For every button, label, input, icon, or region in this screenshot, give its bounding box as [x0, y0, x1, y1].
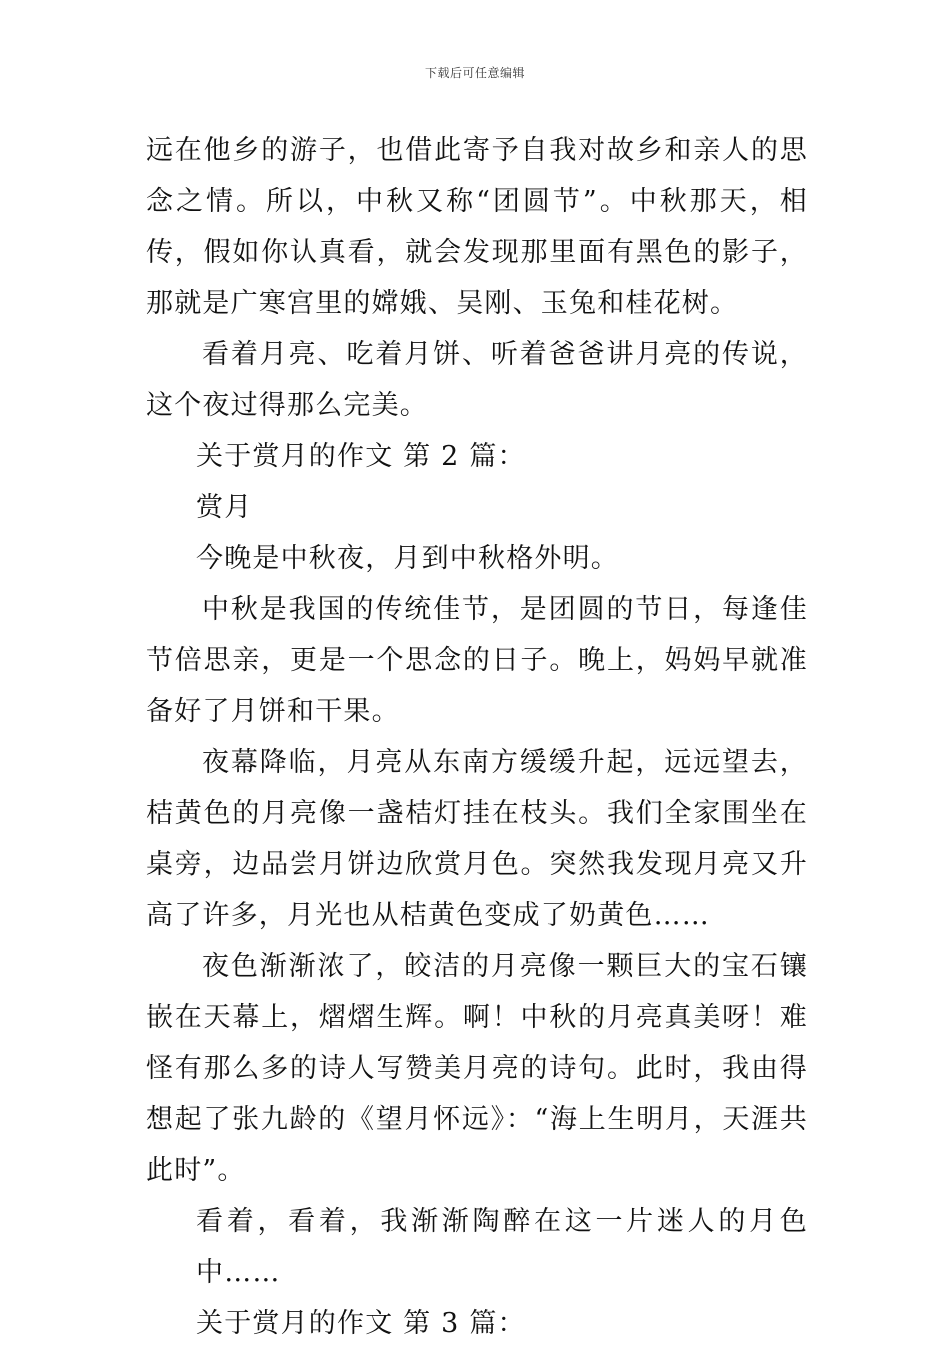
paragraph-opening: 今晚是中秋夜，月到中秋格外明。 [196, 543, 619, 574]
section-heading-part-3: 关于赏月的作文 第 3 篇： [196, 1308, 526, 1339]
paragraph-closing: 看着，看着，我渐渐陶醉在这一片迷人的月色中…… [196, 1206, 808, 1288]
paragraph-night-deepens: 夜色渐渐浓了，皎洁的月亮像一颗巨大的宝石镶嵌在天幕上，熠熠生辉。啊！中秋的月亮真美呀！难怪有那么多的诗人写赞美月亮的诗句。此时，我由得想起了张九龄的《望月怀远》：“海上生明月，天涯共此时”。 [146, 951, 808, 1186]
paragraph-moon-legend: 看着月亮、吃着月饼、听着爸爸讲月亮的传说，这个夜过得那么完美。 [146, 339, 808, 421]
paragraph-nightfall: 夜幕降临，月亮从东南方缓缓升起，远远望去，桔黄色的月亮像一盏桔灯挂在枝头。我们全家围坐在桌旁，边品尝月饼边欣赏月色。突然我发现月亮又升高了许多，月光也从桔黄色变成了奶黄色…… [146, 747, 808, 931]
paragraph-continuation: 远在他乡的游子，也借此寄予自我对故乡和亲人的思念之情。所以，中秋又称“团圆节”。中秋那天，相传，假如你认真看，就会发现那里面有黑色的影子，那就是广寒宫里的嫦娥、吴刚、玉兔和桂花树。 [146, 135, 808, 319]
page-header: 下载后可任意编辑 [424, 66, 525, 80]
section-heading-part-2: 关于赏月的作文 第 2 篇： [196, 441, 526, 472]
document-body [146, 125, 808, 1349]
essay-title: 赏月 [196, 492, 253, 523]
paragraph-festival: 中秋是我国的传统佳节，是团圆的节日，每逢佳节倍思亲，更是一个思念的日子。晚上，妈妈早就准备好了月饼和干果。 [146, 594, 808, 727]
